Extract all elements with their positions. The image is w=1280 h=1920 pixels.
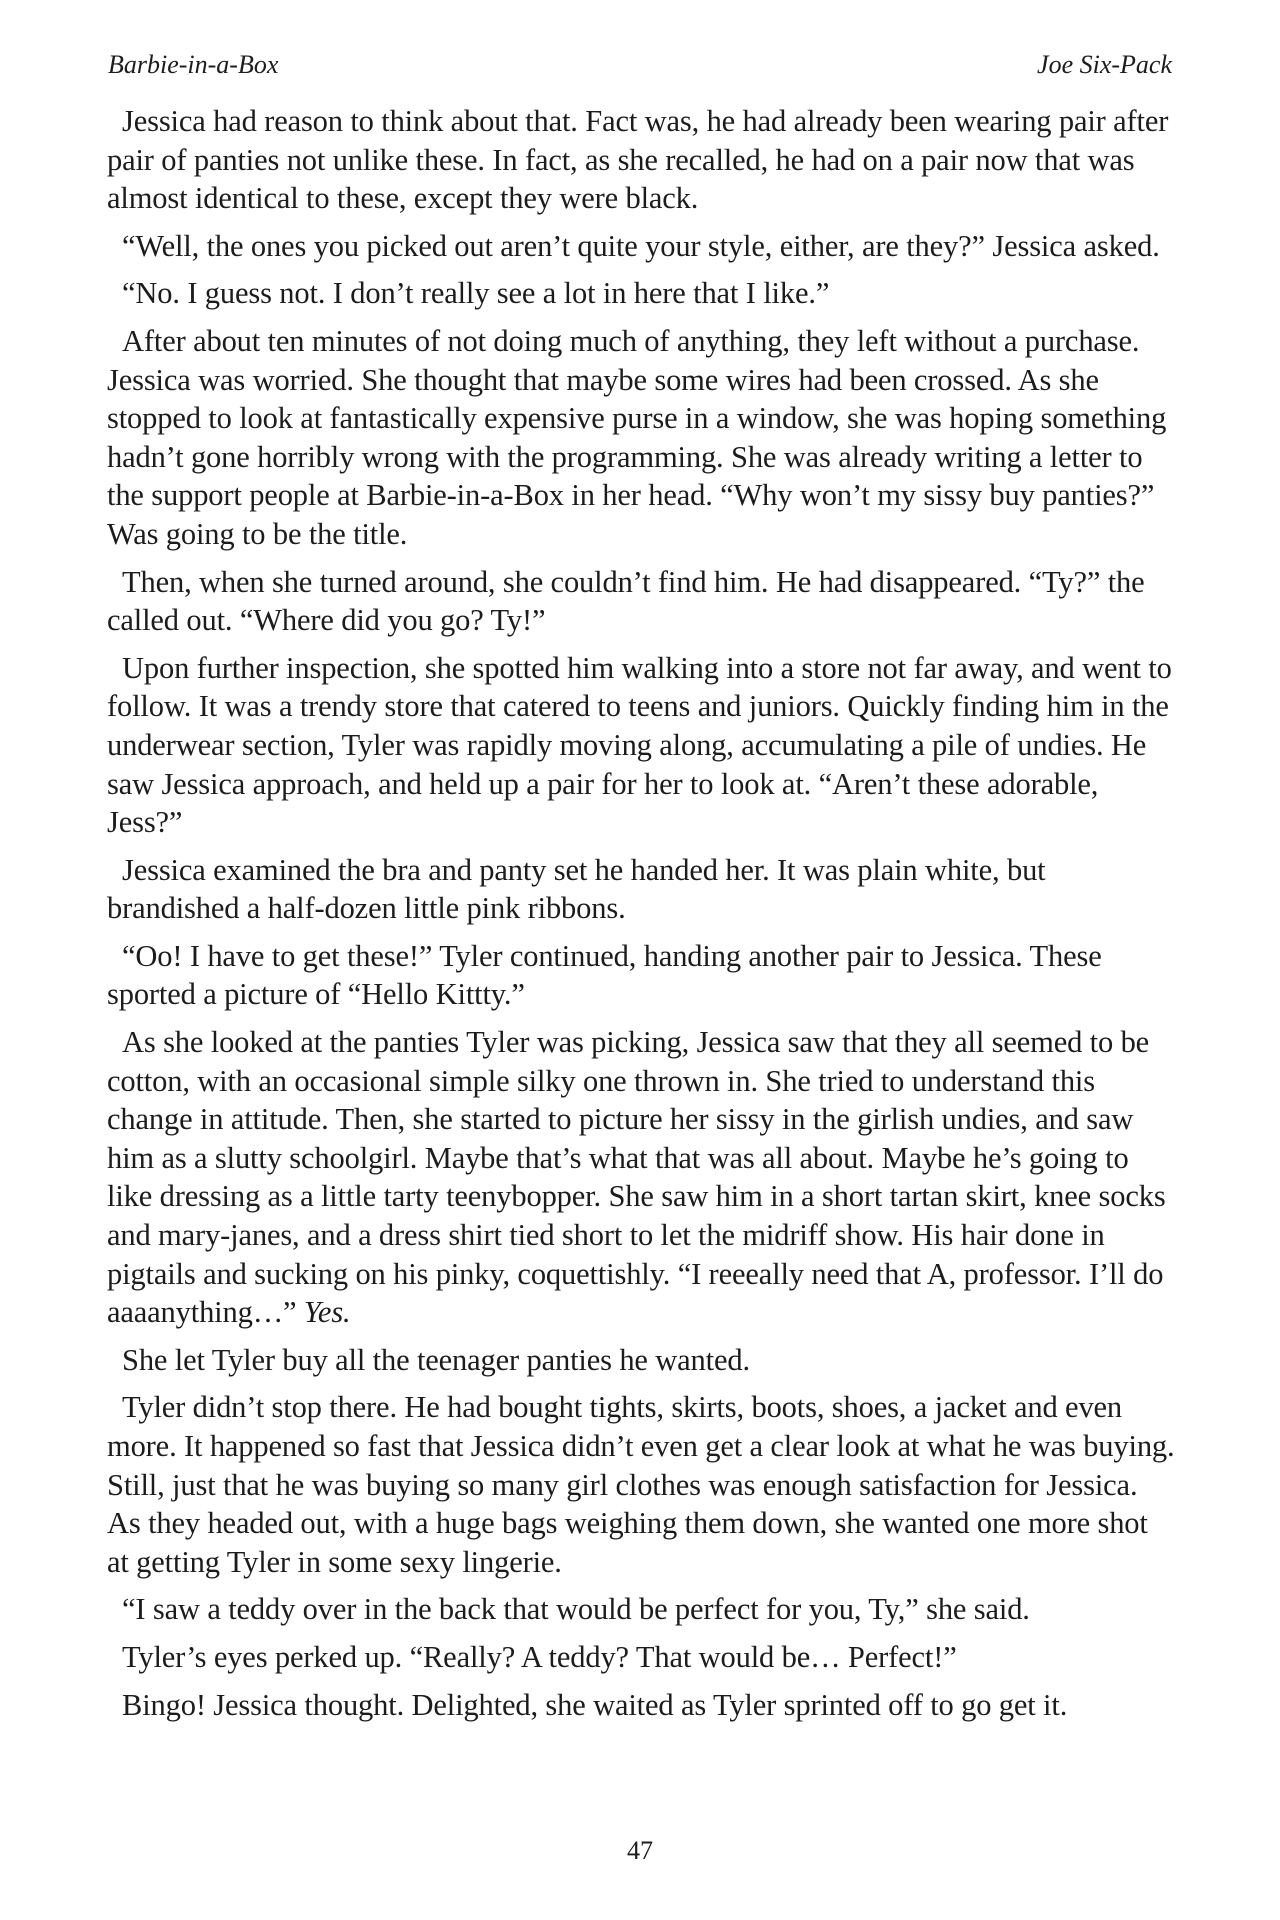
- body-text: [107, 102, 1176, 1733]
- paragraph: As she looked at the panties Tyler was picking, Jessica saw that they all seemed to be cotton, with an occasional simple silky one thrown in. She tried to understand this change in attitude. Then, she started to picture her sissy in the girlish undies, and saw him as a slutty schoolgirl. Maybe that’s what that was all about. Maybe he’s going to like dressing as a little tarty teenybopper. She saw him in a short tartan skirt, knee socks and mary-janes, and a dress shirt tied short to let the midriff show. His hair done in pigtails and sucking on his pinky, coquettishly. “I reeeally need that A, professor. I’ll do aaaanything…” Yes.: [107, 1025, 1166, 1330]
- paragraph: “No. I guess not. I don’t really see a lot in here that I like.”: [122, 276, 830, 311]
- paragraph: “Oo! I have to get these!” Tyler continued, handing another pair to Jessica. These sported a picture of “Hello Kittty.”: [107, 938, 1102, 1012]
- italic-emphasis: Yes.: [303, 1295, 351, 1330]
- page-number: 47: [627, 1836, 653, 1865]
- paragraph: Upon further inspection, she spotted him walking into a store not far away, and went to follow. It was a trendy store that catered to teens and juniors. Quickly finding him in the underwear section, Tyler was rapidly moving along, accumulating a pile of undies. He saw Jessica approach, and held up a pair for her to look at. “Aren’t these adorable, Jess?”: [107, 650, 1172, 840]
- paragraph: Tyler didn’t stop there. He had bought tights, skirts, boots, shoes, a jacket and even more. It happened so fast that Jessica didn’t even get a clear look at what he was buying. Still, just that he was buying so many girl clothes was enough satisfaction for Jessica. As they headed out, with a huge bags weighing them down, she wanted one more shot at getting Tyler in some sexy lingerie.: [107, 1390, 1175, 1579]
- running-head-book-title: Barbie-in-a-Box: [108, 50, 279, 79]
- paragraph: Jessica examined the bra and panty set he handed her. It was plain white, but brandished a half-dozen little pink ribbons.: [107, 852, 1046, 926]
- paragraph: Jessica had reason to think about that. Fact was, he had already been wearing pair after pair of panties not unlike these. In fact, as she recalled, he had on a pair now that was almost identical to these, except they were black.: [107, 104, 1169, 216]
- running-head: [108, 50, 1172, 86]
- paragraph: After about ten minutes of not doing much of anything, they left without a purchase. Jessica was worried. She thought that maybe some wires had been crossed. As she stopped to look at fantastically expensive purse in a window, she was hoping something hadn’t gone horribly wrong with the programming. She was already writing a letter to the support people at Barbie-in-a-Box in her head. “Why won’t my sissy buy panties?” Was going to be the title.: [107, 323, 1167, 551]
- paragraph: She let Tyler buy all the teenager panties he wanted.: [122, 1342, 750, 1377]
- paragraph: Bingo! Jessica thought. Delighted, she waited as Tyler sprinted off to go get it.: [122, 1687, 1068, 1722]
- paragraph: Then, when she turned around, she couldn’t find him. He had disappeared. “Ty?” the called out. “Where did you go? Ty!”: [107, 564, 1145, 638]
- paragraph: “I saw a teddy over in the back that would be perfect for you, Ty,” she said.: [122, 1592, 1030, 1627]
- running-head-author: Joe Six-Pack: [1037, 50, 1172, 79]
- paragraph: “Well, the ones you picked out aren’t quite your style, either, are they?” Jessica asked.: [122, 228, 1160, 263]
- paragraph: Tyler’s eyes perked up. “Really? A teddy? That would be… Perfect!”: [122, 1639, 957, 1674]
